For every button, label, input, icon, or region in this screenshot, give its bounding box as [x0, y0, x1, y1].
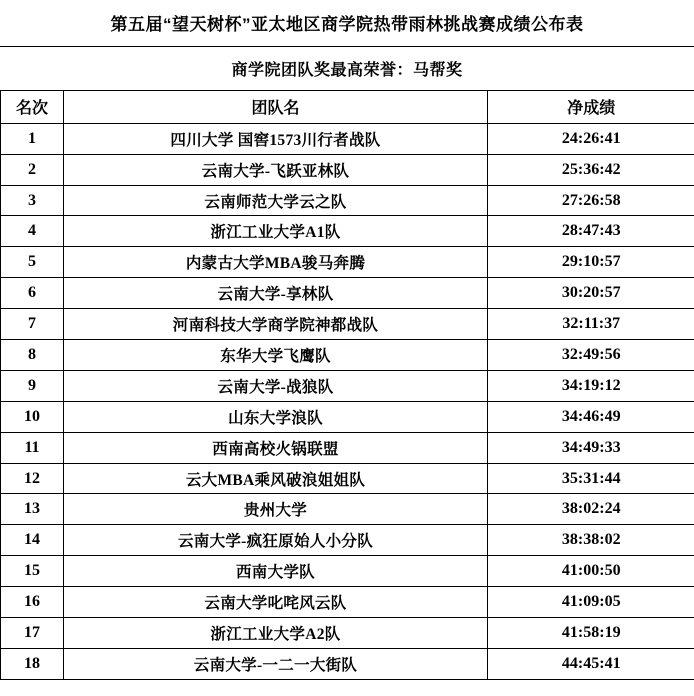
rank-cell: 15: [1, 556, 64, 587]
rank-cell: 8: [1, 340, 64, 371]
header-score: 净成绩: [488, 90, 694, 123]
team-cell: 四川大学 国窖1573川行者战队: [64, 123, 488, 154]
table-row: [1, 648, 694, 679]
table-row: [1, 340, 694, 371]
score-cell: 25:36:42: [488, 154, 694, 185]
team-cell: 贵州大学: [64, 494, 488, 525]
table-row: [1, 525, 694, 556]
header-rank: 名次: [1, 90, 64, 123]
team-cell: 云大MBA乘风破浪姐姐队: [64, 463, 488, 494]
team-cell: 云南大学-一二一大街队: [64, 648, 488, 679]
team-cell: 山东大学浪队: [64, 401, 488, 432]
team-cell: 云南大学叱咤风云队: [64, 587, 488, 618]
rank-cell: 10: [1, 401, 64, 432]
score-cell: 41:09:05: [488, 587, 694, 618]
rank-cell: 5: [1, 247, 64, 278]
table-row: [1, 401, 694, 432]
page-subtitle: 商学院团队奖最高荣誉：马帮奖: [231, 61, 463, 79]
score-cell: 34:49:33: [488, 432, 694, 463]
score-cell: 41:58:19: [488, 618, 694, 649]
score-cell: 34:19:12: [488, 370, 694, 401]
table-row: [1, 309, 694, 340]
score-cell: 30:20:57: [488, 278, 694, 309]
score-cell: 32:49:56: [488, 340, 694, 371]
score-cell: 32:11:37: [488, 309, 694, 340]
score-cell: 44:45:41: [488, 648, 694, 679]
table-row: [1, 185, 694, 216]
rank-cell: 17: [1, 618, 64, 649]
rank-cell: 4: [1, 216, 64, 247]
table-row: [1, 587, 694, 618]
table-row: [1, 618, 694, 649]
table-row: [1, 123, 694, 154]
score-cell: 41:00:50: [488, 556, 694, 587]
rank-cell: 13: [1, 494, 64, 525]
score-cell: 35:31:44: [488, 463, 694, 494]
table-row: [1, 556, 694, 587]
score-cell: 24:26:41: [488, 123, 694, 154]
team-cell: 东华大学飞鹰队: [64, 340, 488, 371]
team-cell: 云南大学-享林队: [64, 278, 488, 309]
team-cell: 浙江工业大学A2队: [64, 618, 488, 649]
score-cell: 34:46:49: [488, 401, 694, 432]
rank-cell: 3: [1, 185, 64, 216]
rank-cell: 11: [1, 432, 64, 463]
team-cell: 云南大学-飞跃亚林队: [64, 154, 488, 185]
table-row: [1, 278, 694, 309]
table-row: [1, 494, 694, 525]
team-cell: 西南高校火锅联盟: [64, 432, 488, 463]
score-cell: 38:02:24: [488, 494, 694, 525]
score-cell: 29:10:57: [488, 247, 694, 278]
table-row: [1, 370, 694, 401]
table-row: [1, 463, 694, 494]
rank-cell: 7: [1, 309, 64, 340]
header-team: 团队名: [64, 90, 488, 123]
team-cell: 云南师范大学云之队: [64, 185, 488, 216]
results-table: [0, 90, 694, 680]
rank-cell: 9: [1, 370, 64, 401]
team-cell: 云南大学-疯狂原始人小分队: [64, 525, 488, 556]
rank-cell: 18: [1, 648, 64, 679]
table-row: [1, 216, 694, 247]
page-title: 第五届“望天树杯”亚太地区商学院热带雨林挑战赛成绩公布表: [0, 0, 694, 47]
rank-cell: 2: [1, 154, 64, 185]
score-cell: 38:38:02: [488, 525, 694, 556]
team-cell: 西南大学队: [64, 556, 488, 587]
table-row: [1, 432, 694, 463]
score-cell: 28:47:43: [488, 216, 694, 247]
rank-cell: 1: [1, 123, 64, 154]
rank-cell: 14: [1, 525, 64, 556]
rank-cell: 12: [1, 463, 64, 494]
rank-cell: 16: [1, 587, 64, 618]
team-cell: 河南科技大学商学院神都战队: [64, 309, 488, 340]
team-cell: 浙江工业大学A1队: [64, 216, 488, 247]
score-cell: 27:26:58: [488, 185, 694, 216]
table-row: [1, 247, 694, 278]
table-row: [1, 154, 694, 185]
team-cell: 云南大学-战狼队: [64, 370, 488, 401]
team-cell: 内蒙古大学MBA骏马奔腾: [64, 247, 488, 278]
table-header-row: [1, 90, 694, 123]
rank-cell: 6: [1, 278, 64, 309]
